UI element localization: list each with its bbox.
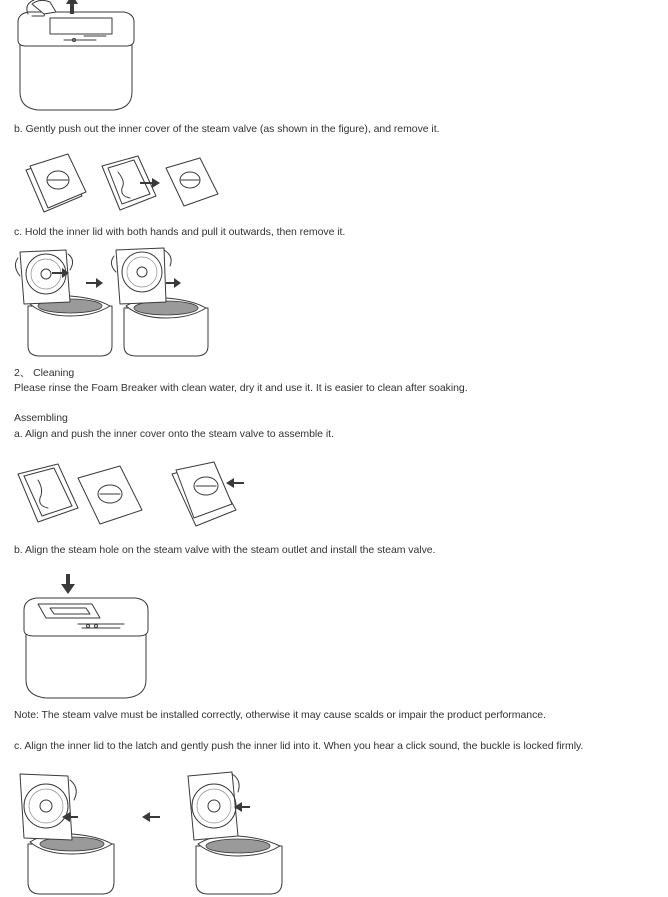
cleaning-text: Please rinse the Foam Breaker with clean water, dry it and use it. It is easier to clean after soaking. [14, 382, 468, 394]
step-assemble-b: b. Align the steam hole on the steam valve with the steam outlet and install the steam valve. [14, 544, 436, 556]
left-arrow-icon [226, 478, 244, 488]
figure-install-steam-valve [20, 574, 152, 700]
right-arrow-icon [86, 278, 103, 288]
figure-assemble-inner-cover [14, 460, 246, 532]
note-text: Note: The steam valve must be installed correctly, otherwise it may cause scalds or impair the product performance. [14, 709, 546, 721]
right-arrow-icon [166, 278, 181, 288]
left-arrow-icon [234, 802, 250, 812]
step-assemble-c: c. Align the inner lid to the latch and gently push the inner lid into it. When you hear a click sound, the buckle is locked firmly. [14, 740, 584, 752]
assembling-heading: Assembling [14, 412, 68, 424]
step-remove-b: b. Gently push out the inner cover of the steam valve (as shown in the figure), and remove it. [14, 123, 440, 135]
figure-cooker-remove-valve [14, 0, 139, 112]
step-assemble-a: a. Align and push the inner cover onto the steam valve to assemble it. [14, 428, 334, 440]
figure-steam-valve-inner-cover [22, 152, 222, 218]
figure-remove-inner-lid [16, 246, 211, 358]
down-arrow-icon [61, 574, 75, 594]
figure-install-inner-lid [16, 770, 286, 896]
step-remove-c: c. Hold the inner lid with both hands and pull it outwards, then remove it. [14, 226, 346, 238]
cleaning-heading: 2、 Cleaning [14, 367, 75, 379]
left-arrow-icon [142, 812, 160, 822]
